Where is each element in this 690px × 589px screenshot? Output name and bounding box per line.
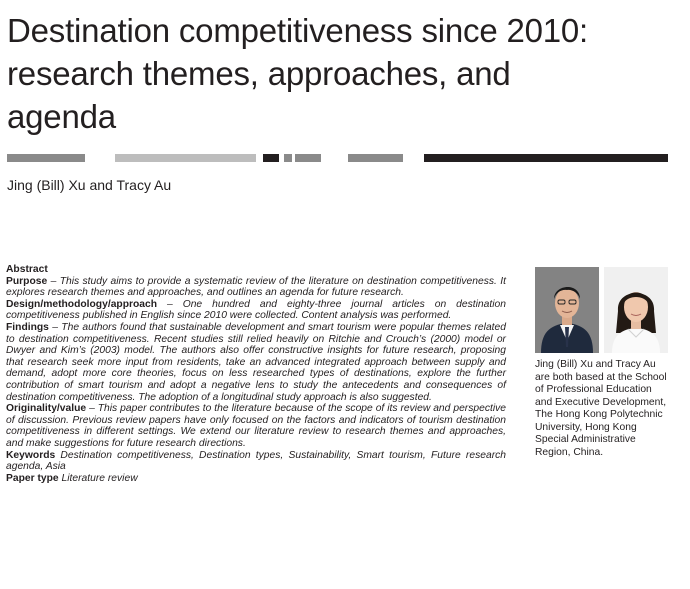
abstract-paper-type (6, 473, 506, 485)
purpose-label: Purpose (6, 275, 48, 287)
originality-label: Originality/value (6, 403, 87, 415)
originality-text: – This paper contributes to the literature because of the scope of its review and perspective of discussion. Previous review papers have only focused on the factors and indicators of tourism destination competitiveness in different settings. We extend our literature review to research themes and approaches, and make suggestions for future research directions. (6, 403, 506, 449)
title-line: Destination competitiveness since 2010: (7, 12, 589, 49)
rule-segment (284, 154, 292, 162)
rule-segment (263, 154, 279, 162)
rule-segment (424, 154, 668, 162)
abstract-findings (6, 322, 506, 403)
author-names: Jing (Bill) Xu and Tracy Au (7, 177, 172, 193)
abstract-purpose (6, 276, 506, 299)
abstract-keywords (6, 450, 506, 473)
keywords-text: Destination competitiveness, Destination types, Sustainability, Smart tourism, Future research agenda, Asia (6, 449, 506, 473)
rule-segment (7, 154, 85, 162)
findings-text: – The authors found that sustainable development and smart tourism were popular themes related to destination competitiveness. Recent studies still relied heavily on Ritchie and Crouch’s (2000) model or Dwyer and Kim’s (2003) model. The authors also offer constructive insights for future research, proposing that research seek more input from residents, take an advanced integrated approach between supply and demand, adopt more core theories, focus on less researched types of destinations, explore the further contribution of smart tourism and adopt a negative lens to study the antecedents and consequences of destination competitiveness. The adoption of a longitudinal study approach is also suggested. (6, 321, 506, 403)
paper-title (7, 9, 677, 138)
author-bio: Jing (Bill) Xu and Tracy Au are both based at the School of Professional Education and Executive Development, The Hong Kong Polytechnic University, Hong Kong Special Administrative Region, China. (535, 359, 667, 458)
rule-segment (348, 154, 403, 162)
portrait-man-illustration (535, 267, 599, 353)
design-label: Design/methodology/approach (6, 298, 158, 310)
abstract-block (6, 264, 506, 484)
author-photo-au (604, 267, 668, 353)
decorative-rule (7, 154, 668, 162)
paper-type-label: Paper type (6, 472, 59, 484)
abstract-heading: Abstract (6, 264, 48, 275)
rule-segment (115, 154, 256, 162)
purpose-text: – This study aims to provide a systematic review of the literature on destination competitiveness. It explores research themes and approaches, and outlines an agenda for future research. (6, 275, 506, 299)
title-line: research themes, approaches, and (7, 55, 511, 92)
portrait-woman-illustration (604, 267, 668, 353)
title-line: agenda (7, 98, 116, 135)
author-photo-xu (535, 267, 599, 353)
keywords-label: Keywords (6, 449, 56, 461)
abstract-design (6, 299, 506, 322)
paper-type-text: Literature review (58, 472, 138, 484)
findings-label: Findings (6, 321, 49, 333)
abstract-originality (6, 403, 506, 449)
rule-segment (295, 154, 321, 162)
design-text: – One hundred and eighty-three journal articles on destination competitiveness published in English since 2010 were collected. Content analysis was performed. (6, 298, 506, 322)
